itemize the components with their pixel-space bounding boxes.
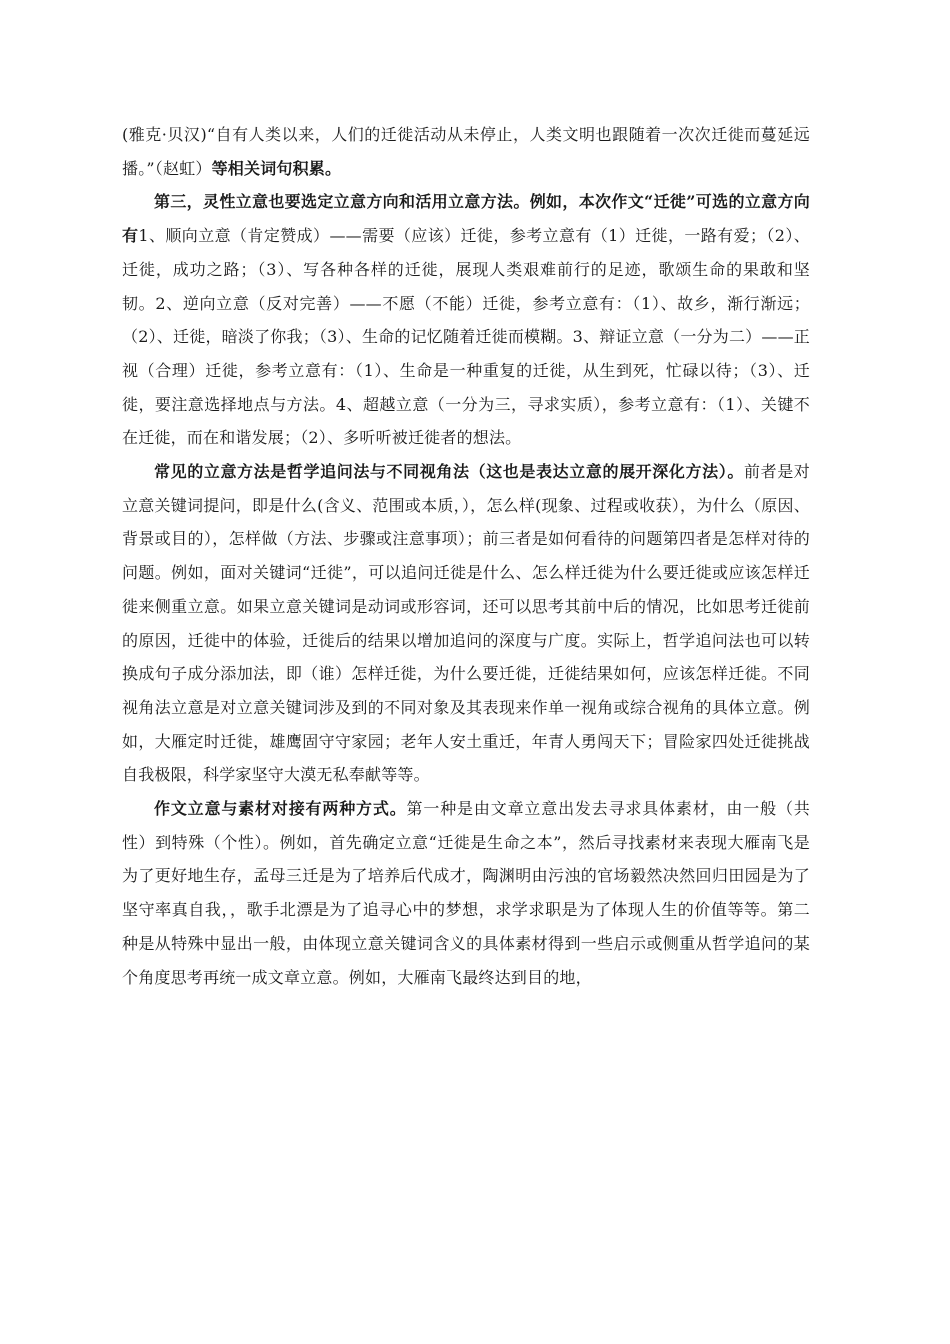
paragraph-3 [122,455,810,792]
paragraph-2-run-2: 1、顺向立意（肯定赞成）——需要（应该）迁徙，参考立意有（1）迁徙，一路有爱；（2）、迁徙，成功之路；（3）、写各种各样的迁徙，展现人类艰难前行的足迹，歌颂生命的果敢和坚韧。2、逆向立意（反对完善）——不愿（不能）迁徙，参考立意有：（1）、故乡，渐行渐远；（2）、迁徙，暗淡了你我；（3）、生命的记忆随着迁徙而模糊。3、辩证立意（一分为二）——正视（合理）迁徙，参考立意有：（1）、生命是一种重复的迁徙，从生到死，忙碌以待；（3）、迁徙，要注意选择地点与方法。4、超越立意（一分为三，寻求实质），参考立意有：（1）、关键不在迁徙，而在和谐发展；（2）、多听听被迁徙者的想法。 [122,226,810,448]
paragraph-1 [122,118,810,185]
paragraph-2 [122,185,810,455]
document-page [122,118,810,994]
paragraph-1-run-2: 等相关词句积累。 [211,158,342,178]
paragraph-2-run-1: 第三，灵性立意也要选定立意方向和活用立意方法。例如，本次作文“迁徙”可选的立意方向有 [122,192,810,246]
paragraph-1-run-1: (雅克·贝汉)“自有人类以来，人们的迁徙活动从未停止，人类文明也跟随着一次次迁徙而蔓延远播。”（赵虹） [122,125,810,178]
paragraph-3-run-1: 常见的立意方法是哲学追问法与不同视角法（这也是表达立意的展开深化方法）。 [154,462,744,482]
paragraph-3-run-2: 前者是对立意关键词提问，即是什么(含义、范围或本质，），怎么样(现象、过程或收获），为什么（原因、背景或目的），怎样做（方法、步骤或注意事项）；前三者是如何看待的问题第四者是怎样对待的问题。例如，面对关键词“迁徙”，可以追问迁徙是什么、怎么样迁徙为什么要迁徙或应该怎样迁徙来侧重立意。如果立意关键词是动词或形容词，还可以思考其前中后的情况，比如思考迁徙前的原因，迁徙中的体验，迁徙后的结果以增加追问的深度与广度。实际上，哲学追问法也可以转换成句子成分添加法，即（谁）怎样迁徙，为什么要迁徙，迁徙结果如何，应该怎样迁徙。不同视角法立意是对立意关键词涉及到的不同对象及其表现来作单一视角或综合视角的具体立意。例如，大雁定时迁徙，雄鹰固守守家园；老年人安土重迁，年青人勇闯天下；冒险家四处迁徙挑战自我极限，科学家坚守大漠无私奉献等等。 [122,462,810,785]
paragraph-4 [122,792,810,994]
paragraph-4-run-2: 第一种是由文章立意出发去寻求具体素材，由一般（共性）到特殊（个性）。例如，首先确定立意“迁徙是生命之本”，然后寻找素材来表现大雁南飞是为了更好地生存，孟母三迁是为了培养后代成才，陶渊明由污浊的官场毅然决然回归田园是为了坚守率真自我，，歌手北漂是为了追寻心中的梦想，求学求职是为了体现人生的价值等等。第二种是从特殊中显出一般，由体现立意关键词含义的具体素材得到一些启示或侧重从哲学追问的某个角度思考再统一成文章立意。例如，大雁南飞最终达到目的地， [122,799,810,987]
paragraph-4-run-1: 作文立意与素材对接有两种方式。 [154,799,407,819]
